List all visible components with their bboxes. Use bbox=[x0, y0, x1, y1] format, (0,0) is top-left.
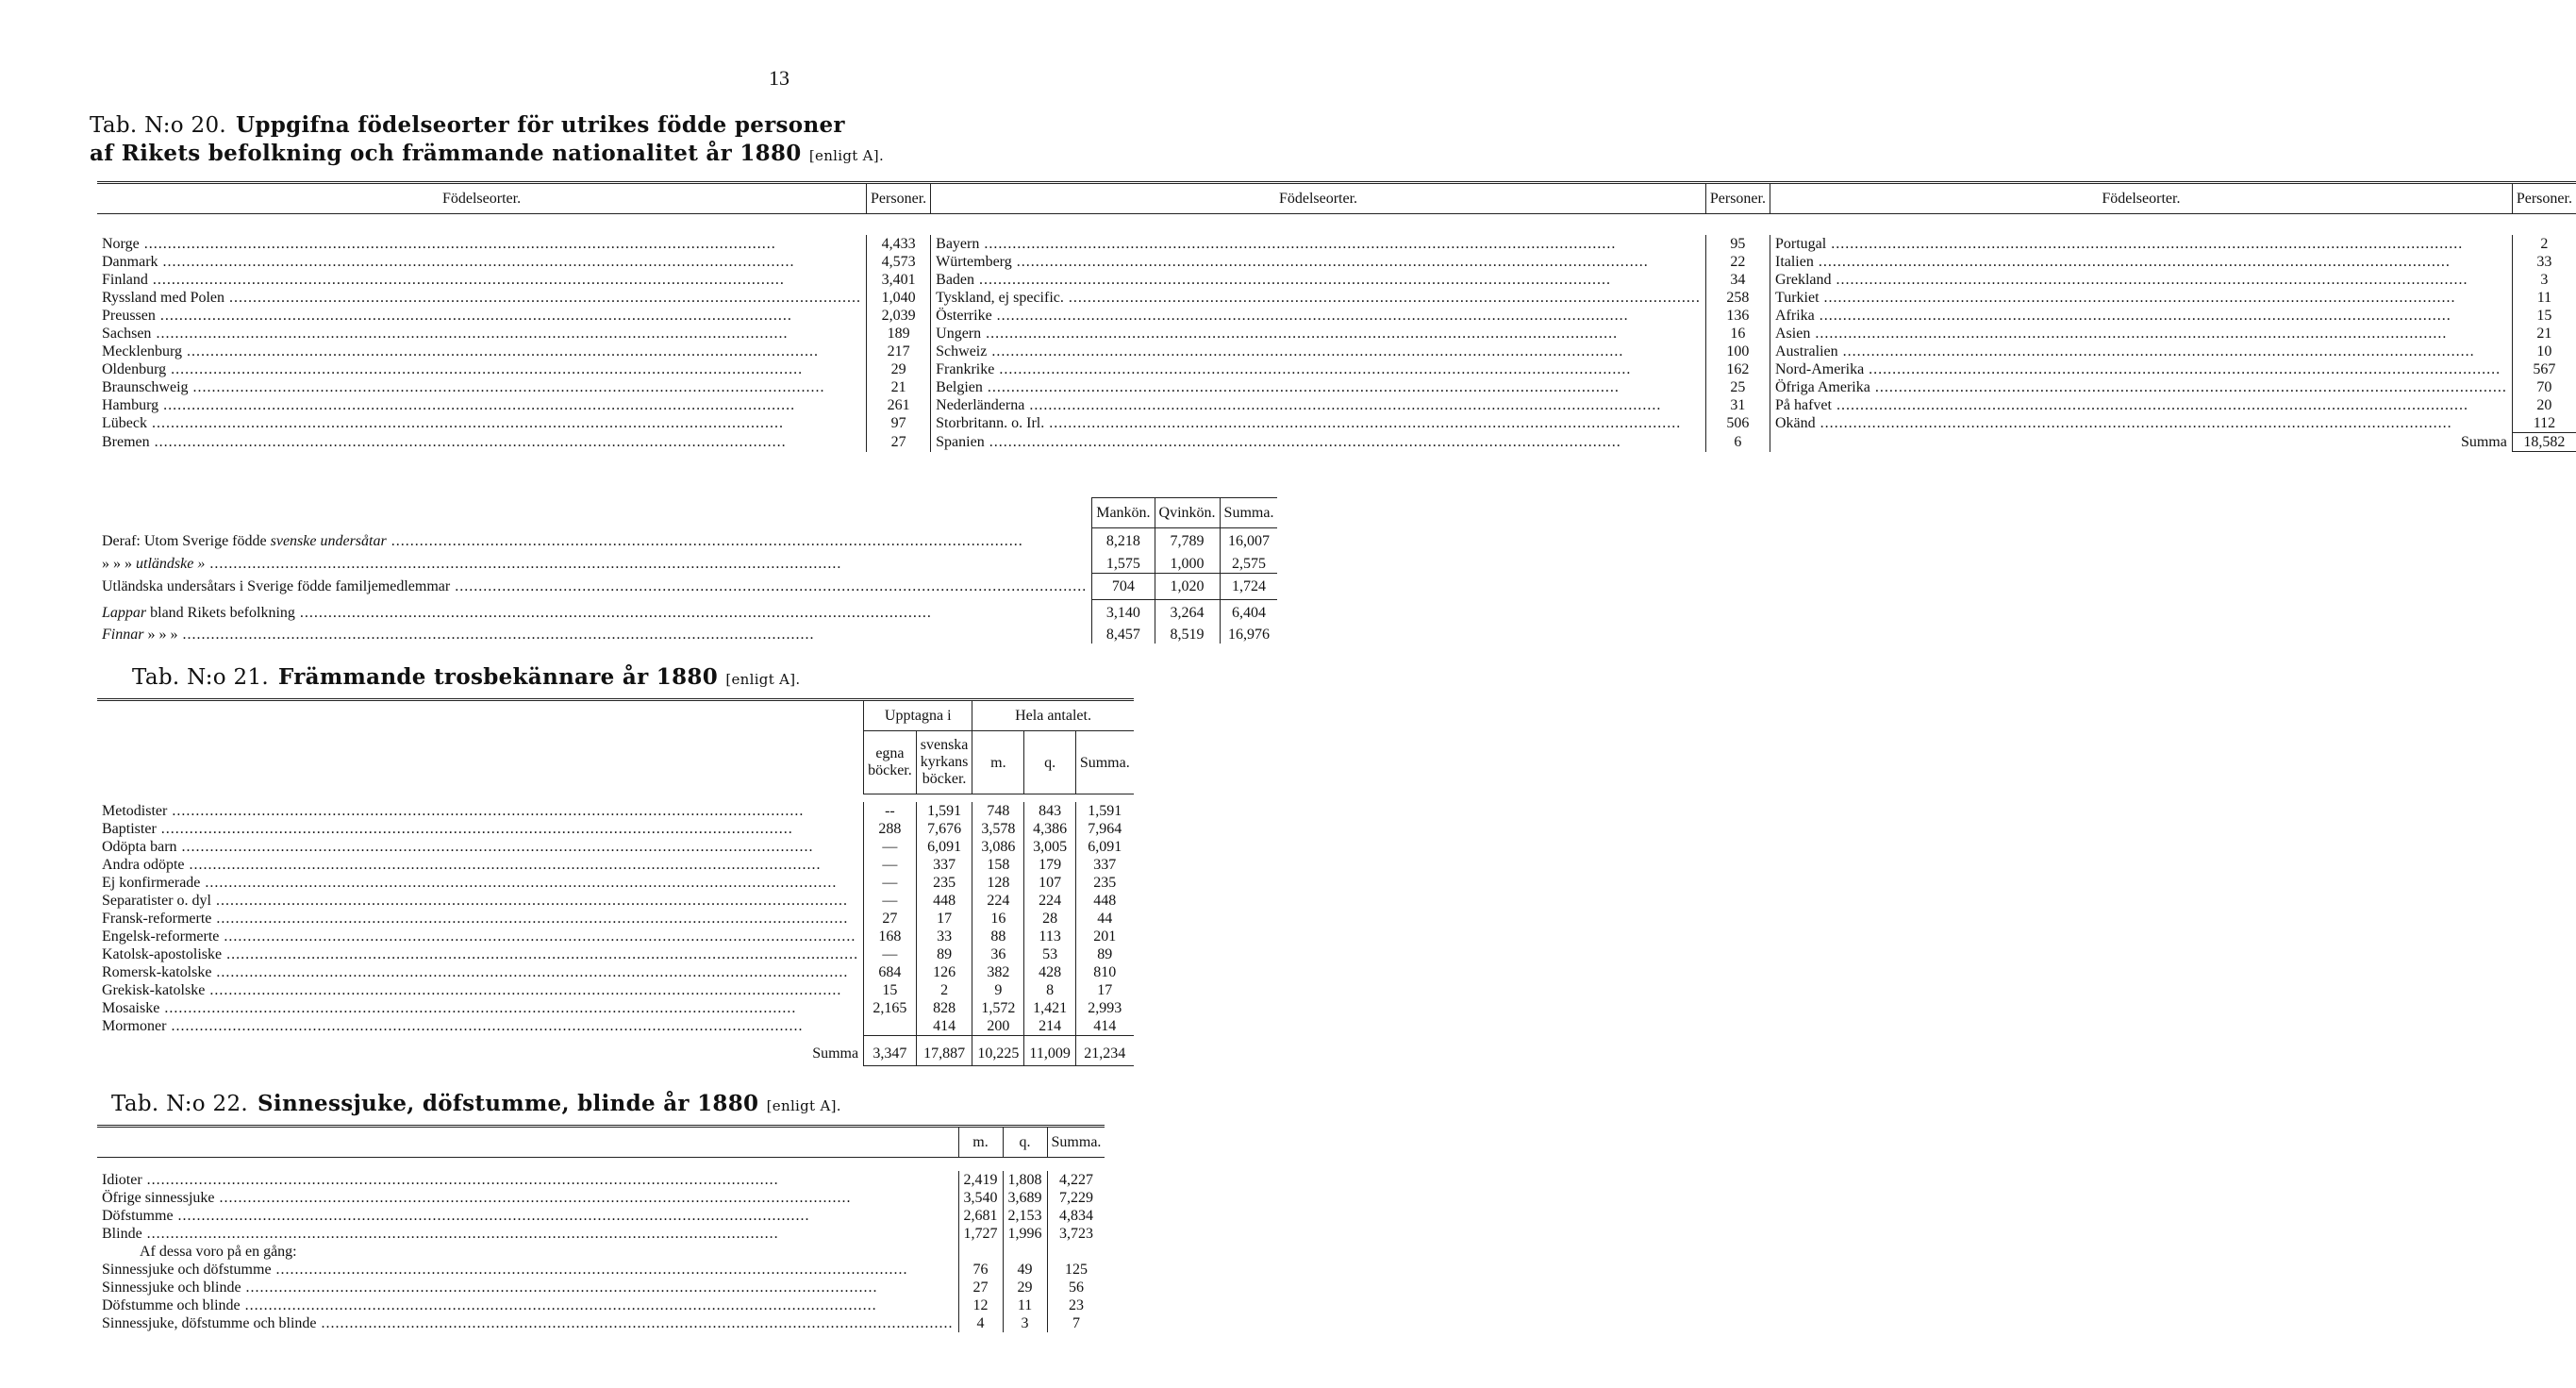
value-cell: 9 bbox=[972, 981, 1024, 999]
table-row bbox=[97, 1314, 1105, 1332]
value-cell: 8,457 bbox=[1092, 626, 1155, 644]
value-cell: 128 bbox=[972, 874, 1024, 892]
value-cell: 53 bbox=[1024, 945, 1075, 963]
value-cell: 89 bbox=[1075, 945, 1133, 963]
value-cell: 11 bbox=[1003, 1296, 1047, 1314]
table-row bbox=[97, 343, 2576, 360]
value-cell: 224 bbox=[1024, 892, 1075, 910]
value-cell: 224 bbox=[972, 892, 1024, 910]
value-cell: 8 bbox=[1024, 981, 1075, 999]
person-count: 27 bbox=[867, 433, 931, 452]
table-row bbox=[97, 892, 1134, 910]
birthplace-name: Danmark ..... bbox=[97, 253, 867, 271]
birthplace-name: Hamburg ..... bbox=[97, 396, 867, 414]
table-row bbox=[97, 820, 1134, 838]
table-row bbox=[97, 874, 1134, 892]
value-cell: 17 bbox=[1075, 981, 1133, 999]
row-label: Idioter ..... bbox=[97, 1171, 958, 1189]
value-cell: 200 bbox=[972, 1017, 1024, 1036]
value-cell: 1,000 bbox=[1155, 555, 1220, 574]
tab20-table bbox=[97, 181, 2576, 452]
value-cell: 36 bbox=[972, 945, 1024, 963]
table-row bbox=[97, 856, 1134, 874]
value-cell: 1,020 bbox=[1155, 573, 1220, 599]
value-cell: 3 bbox=[1003, 1314, 1047, 1332]
birthplace-name: Grekland ..... bbox=[1770, 271, 2512, 289]
col-header-total: Summa. bbox=[1075, 731, 1133, 794]
denomination-name: Katolsk-apostoliske ..... bbox=[97, 945, 864, 963]
birthplace-name: Mecklenburg ..... bbox=[97, 343, 867, 360]
row-label-text: Utländska undersåtars i Sverige födde familjemedlemmar bbox=[102, 577, 451, 594]
row-label-italic: Lappar bbox=[102, 604, 147, 621]
table-row bbox=[97, 910, 1134, 928]
birthplace-name: Österrike ..... bbox=[931, 307, 1706, 325]
value-cell: 1,421 bbox=[1024, 999, 1075, 1017]
value-cell: 235 bbox=[916, 874, 972, 892]
birthplace-name: Okänd ..... bbox=[1770, 414, 2512, 433]
birthplace-name: Oldenburg ..... bbox=[97, 360, 867, 378]
person-count: 70 bbox=[2512, 378, 2576, 396]
group-header-registered: Upptagna i bbox=[864, 700, 972, 731]
col-header-male: m. bbox=[958, 1127, 1003, 1158]
birthplace-name: Schweiz ..... bbox=[931, 343, 1706, 360]
table-row bbox=[97, 838, 1134, 856]
row-label: Döfstumme ..... bbox=[97, 1207, 958, 1225]
value-cell: 89 bbox=[916, 945, 972, 963]
value-cell: 126 bbox=[916, 963, 972, 981]
person-count: 29 bbox=[867, 360, 931, 378]
person-count: 21 bbox=[2512, 325, 2576, 343]
value-cell: 4 bbox=[958, 1314, 1003, 1332]
value-cell: 6,091 bbox=[916, 838, 972, 856]
birthplace-name: Ryssland med Polen ..... bbox=[97, 289, 867, 307]
tab20-title-line2: af Rikets befolkning och främmande nationalitet år 1880 bbox=[90, 141, 802, 166]
subheading-row bbox=[97, 1243, 1105, 1261]
value-cell: 168 bbox=[864, 928, 917, 945]
table-row bbox=[97, 414, 2576, 433]
value-cell: 1,575 bbox=[1092, 555, 1155, 574]
value-cell: 76 bbox=[958, 1261, 1003, 1279]
empty-cell bbox=[1003, 1243, 1047, 1261]
value-cell: 7,676 bbox=[916, 820, 972, 838]
denomination-name: Romersk-katolske ..... bbox=[97, 963, 864, 981]
birthplace-name: Afrika ..... bbox=[1770, 307, 2512, 325]
table-row bbox=[97, 289, 2576, 307]
row-label: Blinde ..... bbox=[97, 1225, 958, 1243]
birthplace-name: Nederländerna ..... bbox=[931, 396, 1706, 414]
summa-row bbox=[97, 1036, 1134, 1066]
summa-value: 21,234 bbox=[1075, 1036, 1133, 1066]
table-row bbox=[97, 599, 1277, 626]
value-cell: 15 bbox=[864, 981, 917, 999]
person-count: 261 bbox=[867, 396, 931, 414]
value-cell: 704 bbox=[1092, 573, 1155, 599]
value-cell: — bbox=[864, 945, 917, 963]
table-row bbox=[97, 360, 2576, 378]
empty-cell bbox=[958, 1243, 1003, 1261]
value-cell: 16,976 bbox=[1220, 626, 1277, 644]
value-cell: 113 bbox=[1024, 928, 1075, 945]
row-label-italic: utländske » bbox=[136, 555, 206, 572]
value-cell: — bbox=[864, 892, 917, 910]
tab20-title bbox=[90, 111, 884, 170]
value-cell: 7,964 bbox=[1075, 820, 1133, 838]
col-header-female: q. bbox=[1024, 731, 1075, 794]
birthplace-name: Sachsen ..... bbox=[97, 325, 867, 343]
person-count: 4,433 bbox=[867, 235, 931, 253]
row-label bbox=[97, 599, 1092, 626]
summa-label: Summa bbox=[812, 1045, 859, 1062]
value-cell: 1,808 bbox=[1003, 1171, 1047, 1189]
table-row bbox=[97, 528, 1277, 555]
value-cell: 214 bbox=[1024, 1017, 1075, 1036]
value-cell: — bbox=[864, 856, 917, 874]
birthplace-name: Spanien ..... bbox=[931, 433, 1706, 452]
table-row bbox=[97, 433, 2576, 452]
row-label-text: bland Rikets befolkning bbox=[146, 604, 295, 621]
tab22-table bbox=[97, 1125, 1105, 1332]
table-row bbox=[97, 981, 1134, 999]
person-count: 217 bbox=[867, 343, 931, 360]
value-cell: 448 bbox=[1075, 892, 1133, 910]
col-header-place: Födelseorter. bbox=[931, 183, 1706, 214]
summa-value: 17,887 bbox=[916, 1036, 972, 1066]
value-cell: — bbox=[864, 874, 917, 892]
value-cell: 3,540 bbox=[958, 1189, 1003, 1207]
row-label: Öfrige sinnessjuke ..... bbox=[97, 1189, 958, 1207]
person-count: 21 bbox=[867, 378, 931, 396]
table-row bbox=[97, 626, 1277, 644]
value-cell: 8,218 bbox=[1092, 528, 1155, 555]
row-label: Sinnessjuke och blinde ..... bbox=[97, 1279, 958, 1296]
value-cell: 3,086 bbox=[972, 838, 1024, 856]
row-label-text: Deraf: Utom Sverige födde bbox=[102, 533, 271, 549]
value-cell: 7,789 bbox=[1155, 528, 1220, 555]
person-count: 10 bbox=[2512, 343, 2576, 360]
person-count: 33 bbox=[2512, 253, 2576, 271]
table-row bbox=[97, 253, 2576, 271]
denomination-name: Grekisk-katolske ..... bbox=[97, 981, 864, 999]
value-cell: -- bbox=[864, 802, 917, 820]
denomination-name: Metodister ..... bbox=[97, 802, 864, 820]
birthplace-name: På hafvet ..... bbox=[1770, 396, 2512, 414]
value-cell: 1,591 bbox=[916, 802, 972, 820]
value-cell: 125 bbox=[1047, 1261, 1105, 1279]
value-cell: 6,404 bbox=[1220, 599, 1277, 626]
tab20-label: Tab. N:o 20. bbox=[90, 113, 227, 138]
value-cell: 4,227 bbox=[1047, 1171, 1105, 1189]
value-cell: 23 bbox=[1047, 1296, 1105, 1314]
table-row bbox=[97, 1207, 1105, 1225]
tab21-title bbox=[132, 663, 800, 694]
value-cell: 27 bbox=[958, 1279, 1003, 1296]
denomination-name: Odöpta barn ..... bbox=[97, 838, 864, 856]
value-cell: 1,724 bbox=[1220, 573, 1277, 599]
row-label bbox=[97, 626, 1092, 644]
value-cell: 414 bbox=[916, 1017, 972, 1036]
value-cell: 107 bbox=[1024, 874, 1075, 892]
birthplace-name: Preussen ..... bbox=[97, 307, 867, 325]
denomination-name: Mosaiske ..... bbox=[97, 999, 864, 1017]
value-cell: 748 bbox=[972, 802, 1024, 820]
row-label bbox=[97, 555, 1092, 574]
birthplace-name: Turkiet ..... bbox=[1770, 289, 2512, 307]
table-row bbox=[97, 396, 2576, 414]
tab22-title-text: Sinnessjuke, döfstumme, blinde år 1880 bbox=[258, 1091, 759, 1116]
value-cell bbox=[864, 1017, 917, 1036]
table-row bbox=[97, 963, 1134, 981]
birthplace-name: Ungern ..... bbox=[931, 325, 1706, 343]
table-row bbox=[97, 999, 1134, 1017]
value-cell: 3,264 bbox=[1155, 599, 1220, 626]
value-cell: 1,572 bbox=[972, 999, 1024, 1017]
birthplace-name: Australien ..... bbox=[1770, 343, 2512, 360]
value-cell: 3,723 bbox=[1047, 1225, 1105, 1243]
value-cell: 1,591 bbox=[1075, 802, 1133, 820]
summa-value: 10,225 bbox=[972, 1036, 1024, 1066]
birthplace-name: Asien ..... bbox=[1770, 325, 2512, 343]
page-number: 13 bbox=[769, 66, 789, 90]
person-count: 34 bbox=[1705, 271, 1770, 289]
row-label-italic: Finnar bbox=[102, 627, 144, 643]
value-cell: 337 bbox=[1075, 856, 1133, 874]
denomination-name: Mormoner ..... bbox=[97, 1017, 864, 1036]
person-count: 15 bbox=[2512, 307, 2576, 325]
birthplace-name: Lübeck ..... bbox=[97, 414, 867, 433]
value-cell: 17 bbox=[916, 910, 972, 928]
col-header-persons: Personer. bbox=[1705, 183, 1770, 214]
value-cell: 684 bbox=[864, 963, 917, 981]
col-header-own-books: egna böcker. bbox=[864, 731, 917, 794]
value-cell: 8,519 bbox=[1155, 626, 1220, 644]
value-cell: 2,993 bbox=[1075, 999, 1133, 1017]
table-row bbox=[97, 378, 2576, 396]
col-header-male: m. bbox=[972, 731, 1024, 794]
tab21-title-text: Främmande trosbekännare år 1880 bbox=[278, 664, 719, 690]
tab20-note: [enligt A]. bbox=[808, 147, 885, 164]
person-count: 25 bbox=[1705, 378, 1770, 396]
birthplace-name: Belgien ..... bbox=[931, 378, 1706, 396]
person-count: 189 bbox=[867, 325, 931, 343]
value-cell: 33 bbox=[916, 928, 972, 945]
group-header-total: Hela antalet. bbox=[972, 700, 1134, 731]
table-row bbox=[97, 945, 1134, 963]
value-cell: 28 bbox=[1024, 910, 1075, 928]
birthplace-name: Würtemberg ..... bbox=[931, 253, 1706, 271]
denomination-name: Ej konfirmerade ..... bbox=[97, 874, 864, 892]
value-cell: 3,005 bbox=[1024, 838, 1075, 856]
row-label: Döfstumme och blinde ..... bbox=[97, 1296, 958, 1314]
table-row bbox=[97, 1296, 1105, 1314]
value-cell: 201 bbox=[1075, 928, 1133, 945]
table-row bbox=[97, 1189, 1105, 1207]
col-header-total: Summa. bbox=[1220, 498, 1277, 528]
person-count: 136 bbox=[1705, 307, 1770, 325]
birthplace-name: Baden ..... bbox=[931, 271, 1706, 289]
value-cell: 6,091 bbox=[1075, 838, 1133, 856]
summa-value: 3,347 bbox=[864, 1036, 917, 1066]
value-cell: 29 bbox=[1003, 1279, 1047, 1296]
value-cell: 2,153 bbox=[1003, 1207, 1047, 1225]
value-cell: 56 bbox=[1047, 1279, 1105, 1296]
person-count: 2 bbox=[2512, 235, 2576, 253]
value-cell: 235 bbox=[1075, 874, 1133, 892]
tab22-title bbox=[111, 1090, 841, 1120]
value-cell: 16,007 bbox=[1220, 528, 1277, 555]
birthplace-name: Öfriga Amerika ..... bbox=[1770, 378, 2512, 396]
col-header-total: Summa. bbox=[1047, 1127, 1105, 1158]
value-cell: 810 bbox=[1075, 963, 1133, 981]
person-count: 258 bbox=[1705, 289, 1770, 307]
row-label: Sinnessjuke och döfstumme ..... bbox=[97, 1261, 958, 1279]
value-cell: 12 bbox=[958, 1296, 1003, 1314]
row-label-text: » » » bbox=[143, 627, 178, 643]
col-header-church-books: svenska kyrkans böcker. bbox=[916, 731, 972, 794]
col-header-male: Mankön. bbox=[1092, 498, 1155, 528]
tab21-table bbox=[97, 698, 1134, 1066]
denomination-name: Separatister o. dyl ..... bbox=[97, 892, 864, 910]
person-count: 95 bbox=[1705, 235, 1770, 253]
value-cell: 1,727 bbox=[958, 1225, 1003, 1243]
denomination-name: Andra odöpte ..... bbox=[97, 856, 864, 874]
table-row bbox=[97, 235, 2576, 253]
person-count: 3 bbox=[2512, 271, 2576, 289]
empty-cell bbox=[1047, 1243, 1105, 1261]
summa-value: 18,582 bbox=[2512, 433, 2576, 452]
value-cell: 179 bbox=[1024, 856, 1075, 874]
summa-value: 11,009 bbox=[1024, 1036, 1075, 1066]
value-cell: 428 bbox=[1024, 963, 1075, 981]
col-header-place: Födelseorter. bbox=[1770, 183, 2512, 214]
person-count: 1,040 bbox=[867, 289, 931, 307]
row-label bbox=[97, 528, 1092, 555]
person-count: 2,039 bbox=[867, 307, 931, 325]
col-header-female: q. bbox=[1003, 1127, 1047, 1158]
table-row bbox=[97, 325, 2576, 343]
row-label-italic: svenske undersåtar bbox=[270, 533, 387, 549]
birthplace-name: Tyskland, ej specific. ..... bbox=[931, 289, 1706, 307]
table-row bbox=[97, 928, 1134, 945]
tab21-note: [enligt A]. bbox=[725, 671, 801, 688]
tab22-note: [enligt A]. bbox=[766, 1097, 841, 1114]
birthplace-name: Braunschweig ..... bbox=[97, 378, 867, 396]
table-row bbox=[97, 802, 1134, 820]
birthplace-name: Bremen ..... bbox=[97, 433, 867, 452]
value-cell: 414 bbox=[1075, 1017, 1133, 1036]
person-count: 567 bbox=[2512, 360, 2576, 378]
denomination-name: Fransk-reformerte ..... bbox=[97, 910, 864, 928]
person-count: 4,573 bbox=[867, 253, 931, 271]
person-count: 112 bbox=[2512, 414, 2576, 433]
value-cell: 2,681 bbox=[958, 1207, 1003, 1225]
person-count: 20 bbox=[2512, 396, 2576, 414]
value-cell: 49 bbox=[1003, 1261, 1047, 1279]
person-count: 16 bbox=[1705, 325, 1770, 343]
person-count: 162 bbox=[1705, 360, 1770, 378]
value-cell: 3,578 bbox=[972, 820, 1024, 838]
value-cell: 2,419 bbox=[958, 1171, 1003, 1189]
value-cell: 2,575 bbox=[1220, 555, 1277, 574]
birthplace-name: Norge ..... bbox=[97, 235, 867, 253]
value-cell: 2,165 bbox=[864, 999, 917, 1017]
birthplace-name: Italien ..... bbox=[1770, 253, 2512, 271]
person-count: 506 bbox=[1705, 414, 1770, 433]
col-header-place: Födelseorter. bbox=[97, 183, 867, 214]
birthplace-name: Portugal ..... bbox=[1770, 235, 2512, 253]
value-cell: 448 bbox=[916, 892, 972, 910]
value-cell: 7 bbox=[1047, 1314, 1105, 1332]
person-count: 97 bbox=[867, 414, 931, 433]
denomination-name: Baptister ..... bbox=[97, 820, 864, 838]
value-cell: 7,229 bbox=[1047, 1189, 1105, 1207]
value-cell: 288 bbox=[864, 820, 917, 838]
row-label-text: » » » bbox=[102, 555, 136, 572]
col-header-female: Qvinkön. bbox=[1155, 498, 1220, 528]
person-count: 6 bbox=[1705, 433, 1770, 452]
summa-label: Summa bbox=[2460, 434, 2507, 450]
birthplace-name: Bayern ..... bbox=[931, 235, 1706, 253]
value-cell: 1,996 bbox=[1003, 1225, 1047, 1243]
value-cell: — bbox=[864, 838, 917, 856]
birthplace-name: Frankrike ..... bbox=[931, 360, 1706, 378]
table-row bbox=[97, 1279, 1105, 1296]
tab21-label: Tab. N:o 21. bbox=[132, 665, 270, 690]
table-row bbox=[97, 573, 1277, 599]
value-cell: 843 bbox=[1024, 802, 1075, 820]
value-cell: 382 bbox=[972, 963, 1024, 981]
tab20-summary-table bbox=[97, 497, 1277, 644]
row-label bbox=[97, 573, 1092, 599]
person-count: 11 bbox=[2512, 289, 2576, 307]
person-count: 3,401 bbox=[867, 271, 931, 289]
col-header-persons: Personer. bbox=[867, 183, 931, 214]
tab20-title-line1: Uppgifna födelseorter för utrikes födde personer bbox=[236, 112, 845, 138]
value-cell: 4,386 bbox=[1024, 820, 1075, 838]
person-count: 100 bbox=[1705, 343, 1770, 360]
value-cell: 2 bbox=[916, 981, 972, 999]
value-cell: 16 bbox=[972, 910, 1024, 928]
table-row bbox=[97, 555, 1277, 574]
value-cell: 337 bbox=[916, 856, 972, 874]
birthplace-name: Finland ..... bbox=[97, 271, 867, 289]
value-cell: 828 bbox=[916, 999, 972, 1017]
birthplace-name: Nord-Amerika ..... bbox=[1770, 360, 2512, 378]
table-row bbox=[97, 307, 2576, 325]
value-cell: 158 bbox=[972, 856, 1024, 874]
table-row bbox=[97, 1017, 1134, 1036]
person-count: 22 bbox=[1705, 253, 1770, 271]
tab22-label: Tab. N:o 22. bbox=[111, 1092, 249, 1116]
table-row bbox=[97, 1171, 1105, 1189]
birthplace-name: Storbritann. o. Irl. ..... bbox=[931, 414, 1706, 433]
value-cell: 44 bbox=[1075, 910, 1133, 928]
subheading: Af dessa voro på en gång: bbox=[140, 1244, 297, 1260]
table-row bbox=[97, 1225, 1105, 1243]
col-header-persons: Personer. bbox=[2512, 183, 2576, 214]
person-count: 31 bbox=[1705, 396, 1770, 414]
table-row bbox=[97, 271, 2576, 289]
value-cell: 3,140 bbox=[1092, 599, 1155, 626]
denomination-name: Engelsk-reformerte ..... bbox=[97, 928, 864, 945]
table-row bbox=[97, 1261, 1105, 1279]
value-cell: 27 bbox=[864, 910, 917, 928]
row-label: Sinnessjuke, döfstumme och blinde ..... bbox=[97, 1314, 958, 1332]
value-cell: 3,689 bbox=[1003, 1189, 1047, 1207]
value-cell: 88 bbox=[972, 928, 1024, 945]
value-cell: 4,834 bbox=[1047, 1207, 1105, 1225]
